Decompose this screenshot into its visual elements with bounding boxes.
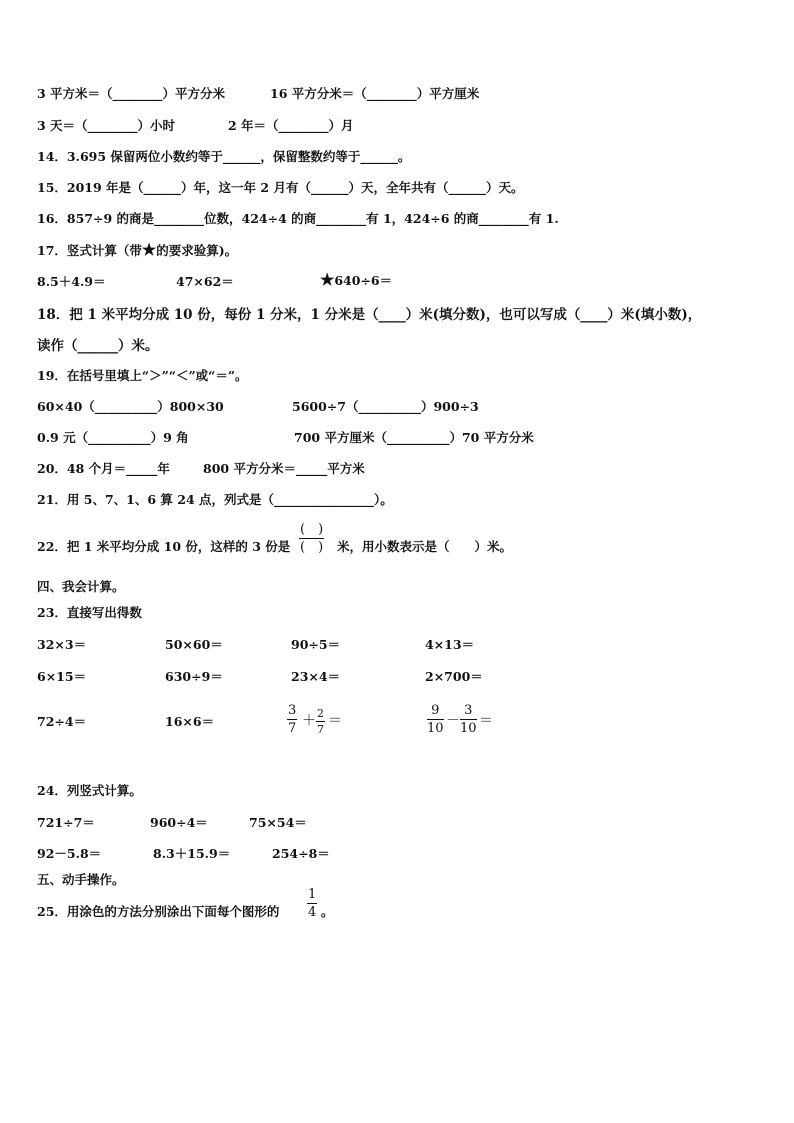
plus-operator: ＋ [302,713,316,729]
q19-compare-2: 5600÷7（__________）900÷3 [292,399,479,414]
q23-item: 16×6＝ [165,714,215,729]
question-25-text-b: 。 [321,904,334,919]
q23-item: 23×4＝ [291,669,341,684]
question-18-line-1: 18．把 1 米平均分成 10 份，每份 1 分米，1 分米是（____）米(填分数)，也可以写成（____）米(填小数)， [37,307,702,323]
question-14: 14．3.695 保留两位小数约等于______，保留整数约等于______。 [37,149,411,164]
question-15: 15．2019 年是（______）年，这一年 2 月有（______）天，全年共有（______）天。 [37,180,524,195]
q24-item: 254÷8＝ [272,846,330,861]
q19-compare-4: 700 平方厘米（__________）70 平方分米 [294,430,534,445]
question-24: 24．列竖式计算。 [37,783,142,798]
line-unit-conversion-1a: 3 平方米＝（________）平方分米 [37,86,226,101]
fraction-numerator: 2 [317,707,324,720]
star-icon: ★ [141,240,157,259]
q23-fraction-2a [427,704,444,735]
equals-operator: ＝ [479,713,493,729]
q23-item: 50×60＝ [165,637,223,652]
question-23: 23．直接写出得数 [37,605,142,620]
question-19: 19．在括号里填上“＞”“＜”或“＝”。 [37,368,248,383]
question-17 [37,240,237,259]
fraction-numerator: 1 [308,887,317,902]
question-17-suffix: 的要求验算)。 [156,243,238,258]
q23-item: 72÷4＝ [37,714,87,729]
minus-operator: － [446,713,460,729]
question-20b: 800 平方分米＝_____平方米 [203,461,365,476]
line-unit-conversion-1b: 16 平方分米＝（________）平方厘米 [270,86,480,101]
fraction-numerator: 3 [464,703,473,718]
line-unit-conversion-2a: 3 天＝（________）小时 [37,118,176,133]
q17-expr-1: 8.5＋4.9＝ [37,274,106,289]
fraction-denominator: 7 [317,723,324,736]
fraction-numerator: 9 [431,703,440,718]
q23-fraction-1b [316,708,325,735]
q23-fraction-2b [460,704,477,735]
q25-fraction [307,888,317,919]
q17-expr-2: 47×62＝ [176,274,234,289]
line-unit-conversion-2b: 2 年＝（________）月 [228,118,354,133]
q24-item: 721÷7＝ [37,815,95,830]
q24-item: 960÷4＝ [150,815,208,830]
q22-fraction-denominator: ( ) [300,540,324,555]
question-22-text-a: 22．把 1 米平均分成 10 份，这样的 3 份是 [37,539,291,554]
q23-item: 2×700＝ [425,669,483,684]
equals-operator: ＝ [328,713,342,729]
q24-item: 75×54＝ [249,815,307,830]
question-18-line-2: 读作（______）米。 [37,338,159,354]
q22-fraction [299,523,324,554]
q22-fraction-numerator: ( ) [300,522,324,537]
q19-compare-1: 60×40（__________）800×30 [37,399,224,414]
question-17-prefix: 17．竖式计算（带 [37,243,142,258]
section-4-heading: 四、我会计算。 [37,579,125,594]
section-5-heading: 五、动手操作。 [37,872,125,887]
question-22-text-b: 米，用小数表示是（ ）米。 [337,539,513,554]
star-icon: ★ [320,270,335,289]
question-16: 16．857÷9 的商是________位数，424÷4 的商________有 1，424÷6 的商________有 1. [37,211,559,226]
q17-expr-3 [320,270,392,289]
q19-compare-3: 0.9 元（__________）9 角 [37,430,189,445]
fraction-denominator: 10 [427,721,444,736]
fraction-numerator: 3 [288,703,297,718]
q23-item: 4×13＝ [425,637,475,652]
question-20a: 20．48 个月＝_____年 [37,461,170,476]
q23-item: 630÷9＝ [165,669,223,684]
q24-item: 92－5.8＝ [37,846,102,861]
q24-item: 8.3＋15.9＝ [153,846,231,861]
question-25-text-a: 25．用涂色的方法分别涂出下面每个图形的 [37,904,280,919]
question-21: 21．用 5、7、1、6 算 24 点，列式是（________________）。 [37,492,393,507]
q23-fraction-1a [287,704,297,735]
fraction-denominator: 10 [460,721,477,736]
q23-item: 6×15＝ [37,669,87,684]
fraction-denominator: 4 [308,905,317,920]
fraction-denominator: 7 [288,721,297,736]
q17-expr-3-text: 640÷6＝ [334,273,393,288]
q23-item: 32×3＝ [37,637,87,652]
q23-item: 90÷5＝ [291,637,341,652]
